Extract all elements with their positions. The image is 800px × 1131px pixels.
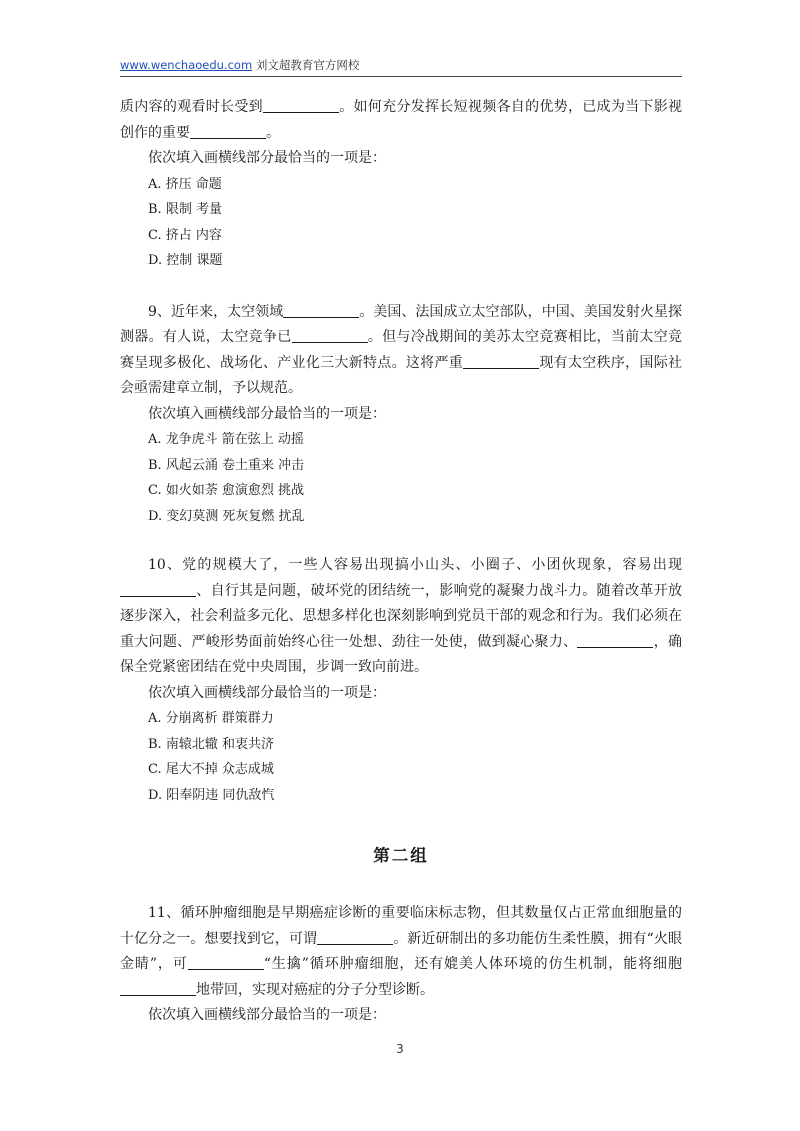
question-11-stem: 11、循环肿瘤细胞是早期癌症诊断的重要临床标志物，但其数量仅占正常血细胞量的十亿分之一。想要找到它，可谓 。新近研制出的多功能仿生柔性膜，拥有“火眼金睛”，可 “生擒”循环肿瘤细胞，还有媲美人体环境的仿生机制，能将细胞地带回，实现对癌症的分子分型诊断。	[120, 905, 683, 998]
question-10-stem: 10、党的规模大了，一些人容易出现搞小山头、小圈子、小团伙现象，容易出现、自行其是问题，破坏党的团结统一，影响党的凝聚力战斗力。随着改革开放逐步深入，社会利益多元化、思想多样化也深刻影响到党员干部的观念和行为。我们必须在重大问题、严峻形势面前始终心往一处想、劲往一处使，做到凝心聚力、 ，确保全党紧密团结在党中央周围，步调一致向前进。	[120, 557, 683, 675]
answer-blank	[120, 582, 196, 597]
answer-blank	[317, 930, 393, 945]
answer-blank	[190, 124, 266, 139]
header-divider	[120, 76, 682, 77]
option-c: C. 尾大不掉 众志成城	[148, 762, 274, 777]
header-school-name: 刘文超教育官方网校	[255, 58, 360, 72]
option-a: A. 分崩离析 群策群力	[148, 711, 274, 726]
question-9-options	[120, 427, 682, 529]
option-b: B. 南辕北辙 和衷共济	[148, 736, 274, 752]
question-8-stem: 质内容的观看时长受到 。如何充分发挥长短视频各自的优势，已成为当下影视创作的重要 。	[120, 99, 683, 141]
question-8-prompt: 依次填入画横线部分最恰当的一项是：	[148, 150, 386, 166]
question-9-prompt: 依次填入画横线部分最恰当的一项是：	[148, 405, 386, 422]
option-d: D. 控制 课题	[148, 253, 223, 268]
answer-blank	[292, 328, 368, 343]
page-number: 3	[396, 1042, 404, 1056]
answer-blank	[283, 303, 359, 318]
question-10-prompt: 依次填入画横线部分最恰当的一项是：	[148, 684, 386, 701]
option-c: C. 挤占 内容	[148, 227, 222, 243]
answer-blank	[263, 98, 339, 113]
answer-blank	[463, 354, 539, 369]
option-d: D. 阳奉阴违 同仇敌忾	[148, 787, 275, 803]
header-url-link[interactable]: www.wenchaoedu.com	[120, 58, 253, 72]
question-10	[120, 553, 682, 808]
question-8-options	[120, 172, 682, 274]
section-title: 第二组	[373, 846, 429, 865]
question-8	[120, 95, 682, 274]
option-b: B. 限制 考量	[148, 202, 222, 217]
document-body	[120, 95, 682, 1029]
answer-blank	[188, 955, 264, 970]
page-header	[120, 57, 359, 73]
option-a: A. 龙争虎斗 箭在弦上 动摇	[148, 432, 304, 447]
question-9	[120, 300, 682, 530]
option-b: B. 风起云涌 卷土重来 冲击	[148, 457, 305, 473]
option-a: A. 挤压 命题	[148, 176, 222, 192]
question-11	[120, 901, 682, 1029]
question-11-prompt: 依次填入画横线部分最恰当的一项是：	[148, 1007, 386, 1023]
answer-blank	[577, 633, 653, 648]
question-10-options	[120, 706, 682, 808]
question-9-stem: 9、近年来，太空领域 。美国、法国成立太空部队，中国、美国发射火星探测器。有人说，太空竞争已 。但与冷战期间的美苏太空竞赛相比，当前太空竞赛呈现多极化、战场化、产业化三大新特点。这将严重 现有太空秩序，国际社会亟需建章立制，予以规范。	[120, 303, 683, 396]
option-d: D. 变幻莫测 死灰复燃 扰乱	[148, 508, 305, 524]
option-c: C. 如火如荼 愈演愈烈 挑战	[148, 483, 305, 498]
answer-blank	[120, 981, 196, 996]
